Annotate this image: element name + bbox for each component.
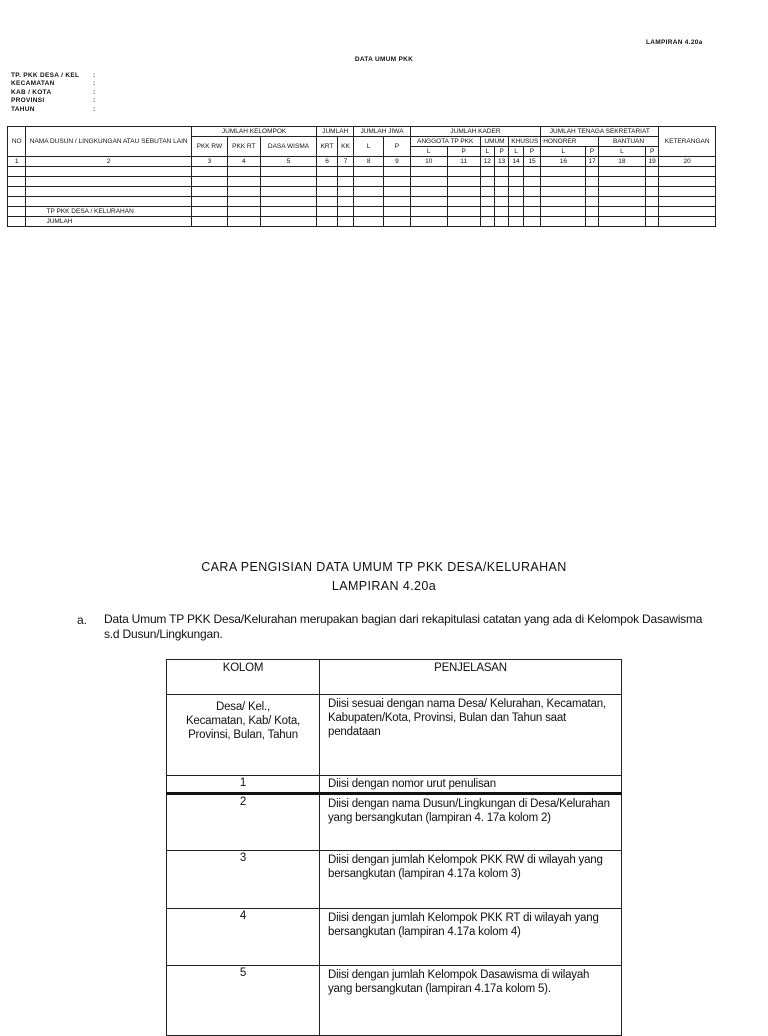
id-field-label: TAHUN: [11, 105, 35, 113]
row-label-tp-pkk: TP PKK DESA / KELURAHAN: [26, 207, 191, 217]
column-number: 4: [227, 157, 260, 167]
id-field-colon: :: [93, 97, 96, 105]
header-lp: L: [509, 147, 523, 157]
header-umum: UMUM: [480, 137, 509, 147]
guide-penjelasan: Diisi sesuai dengan nama Desa/ Kelurahan, Kecamatan, Kabupaten/Kota, Provinsi, Bulan dan Tahun saat pendataan: [320, 695, 622, 776]
lampiran-label: LAMPIRAN 4.20a: [646, 39, 703, 46]
header-honorer: HONORER: [541, 137, 599, 147]
header-pkk-rw: PKK RW: [191, 137, 227, 157]
guide-kolom: 3: [167, 851, 320, 909]
header-lp: P: [586, 147, 598, 157]
table-row: [8, 187, 716, 197]
table-row: [8, 167, 716, 177]
page-title: DATA UMUM PKK: [354, 56, 414, 63]
column-number: 17: [586, 157, 598, 167]
column-number: 15: [523, 157, 540, 167]
column-number: 6: [317, 157, 338, 167]
guide-kolom: Desa/ Kel., Kecamatan, Kab/ Kota, Provinsi, Bulan, Tahun: [167, 695, 320, 776]
header-lp: P: [494, 147, 508, 157]
header-khusus: KHUSUS: [509, 137, 541, 147]
guide-kolom: 4: [167, 909, 320, 966]
header-lp: L: [598, 147, 645, 157]
column-number: 18: [598, 157, 645, 167]
guide-penjelasan: Diisi dengan nama Dusun/Lingkungan di Desa/Kelurahan yang bersangkutan (lampiran 4. 17a kolom 2): [320, 794, 622, 851]
header-lp: P: [523, 147, 540, 157]
paragraph-letter: a.: [77, 613, 88, 627]
header-jumlah-kelompok: JUMLAH KELOMPOK: [191, 127, 316, 137]
column-number: 7: [337, 157, 353, 167]
id-field-label: TP. PKK DESA / KEL: [11, 72, 80, 79]
header-no: NO: [8, 127, 26, 157]
header-krt: KRT: [317, 137, 338, 157]
guide-row: [167, 794, 622, 851]
data-umum-table: [7, 126, 716, 227]
header-kk: KK: [337, 137, 353, 157]
header-anggota: ANGGOTA TP PKK: [410, 137, 480, 147]
guide-subtitle: LAMPIRAN 4.20a: [331, 579, 437, 593]
table-row-tp-pkk: [8, 207, 716, 217]
header-lp: L: [480, 147, 494, 157]
column-number: 8: [354, 157, 384, 167]
column-number: 5: [260, 157, 317, 167]
header-lp: P: [447, 147, 480, 157]
column-number: 12: [480, 157, 494, 167]
column-number: 11: [447, 157, 480, 167]
guide-row: [167, 966, 622, 1036]
header-lp: P: [646, 147, 659, 157]
header-lp: L: [410, 147, 447, 157]
column-number-row: [8, 157, 716, 167]
guide-header-kolom: KOLOM: [167, 660, 320, 695]
header-pkk-rt: PKK RT: [227, 137, 260, 157]
id-field-label: KAB / KOTA: [11, 88, 52, 96]
column-number: 9: [384, 157, 411, 167]
id-field-label: KECAMATAN: [11, 80, 55, 88]
table-row: [8, 197, 716, 207]
guide-header-penjelasan: PENJELASAN: [320, 660, 622, 695]
identity-fields: [11, 72, 103, 114]
guide-penjelasan: Diisi dengan nomor urut penulisan: [320, 776, 622, 794]
header-jumlah-tenaga: JUMLAH TENAGA SEKRETARIAT: [541, 127, 659, 137]
id-field-colon: :: [93, 80, 96, 88]
id-field-kecamatan: [11, 80, 103, 88]
column-number: 10: [410, 157, 447, 167]
id-field-kota: [11, 89, 103, 97]
id-field-desa: [11, 72, 103, 80]
header-jumlah: JUMLAH: [317, 127, 354, 137]
column-number: 19: [646, 157, 659, 167]
header-jiwa-p: P: [384, 137, 411, 157]
id-field-label: PROVINSI: [11, 97, 45, 105]
guide-penjelasan: Diisi dengan jumlah Kelompok PKK RT di wilayah yang bersangkutan (lampiran 4.17a kolom 4): [320, 909, 622, 966]
id-field-tahun: [11, 106, 103, 114]
guide-kolom: 5: [167, 966, 320, 1036]
table-row-jumlah: [8, 217, 716, 227]
column-number: 14: [509, 157, 523, 167]
guide-row: [167, 776, 622, 794]
paragraph-text: Data Umum TP PKK Desa/Kelurahan merupakan bagian dari rekapitulasi catatan yang ada di Kelompok Dasawisma s.d Dusun/Lingkungan.: [104, 612, 703, 641]
header-jumlah-jiwa: JUMLAH JIWA: [354, 127, 411, 137]
header-nama-dusun: NAMA DUSUN / LINGKUNGAN ATAU SEBUTAN LAIN: [26, 127, 191, 157]
header-bantuan: BANTUAN: [598, 137, 659, 147]
guide-penjelasan: Diisi dengan jumlah Kelompok Dasawisma di wilayah yang bersangkutan (lampiran 4.17a kolom 5).: [320, 966, 622, 1036]
header-jiwa-l: L: [354, 137, 384, 157]
id-field-colon: :: [93, 72, 96, 79]
column-number: 1: [8, 157, 26, 167]
column-number: 20: [659, 157, 716, 167]
guide-kolom: 1: [167, 776, 320, 794]
guide-table: [166, 659, 622, 1036]
column-number: 13: [494, 157, 508, 167]
guide-row: [167, 909, 622, 966]
guide-row: [167, 851, 622, 909]
guide-title: CARA PENGISIAN DATA UMUM TP PKK DESA/KELURAHAN: [201, 560, 567, 574]
header-lp: L: [541, 147, 586, 157]
guide-header-row: [167, 660, 622, 695]
id-field-colon: :: [93, 105, 96, 113]
guide-penjelasan: Diisi dengan jumlah Kelompok PKK RW di wilayah yang bersangkutan (lampiran 4.17a kolom 3): [320, 851, 622, 909]
column-number: 2: [26, 157, 191, 167]
id-field-provinsi: [11, 97, 103, 105]
column-number: 3: [191, 157, 227, 167]
header-keterangan: KETERANGAN: [659, 127, 716, 157]
guide-kolom: 2: [167, 794, 320, 851]
row-label-jumlah: JUMLAH: [26, 217, 191, 227]
header-dasa-wisma: DASA WISMA: [260, 137, 317, 157]
id-field-colon: :: [93, 88, 96, 96]
guide-row: [167, 695, 622, 776]
header-jumlah-kader: JUMLAH KADER: [410, 127, 540, 137]
table-row: [8, 177, 716, 187]
column-number: 16: [541, 157, 586, 167]
